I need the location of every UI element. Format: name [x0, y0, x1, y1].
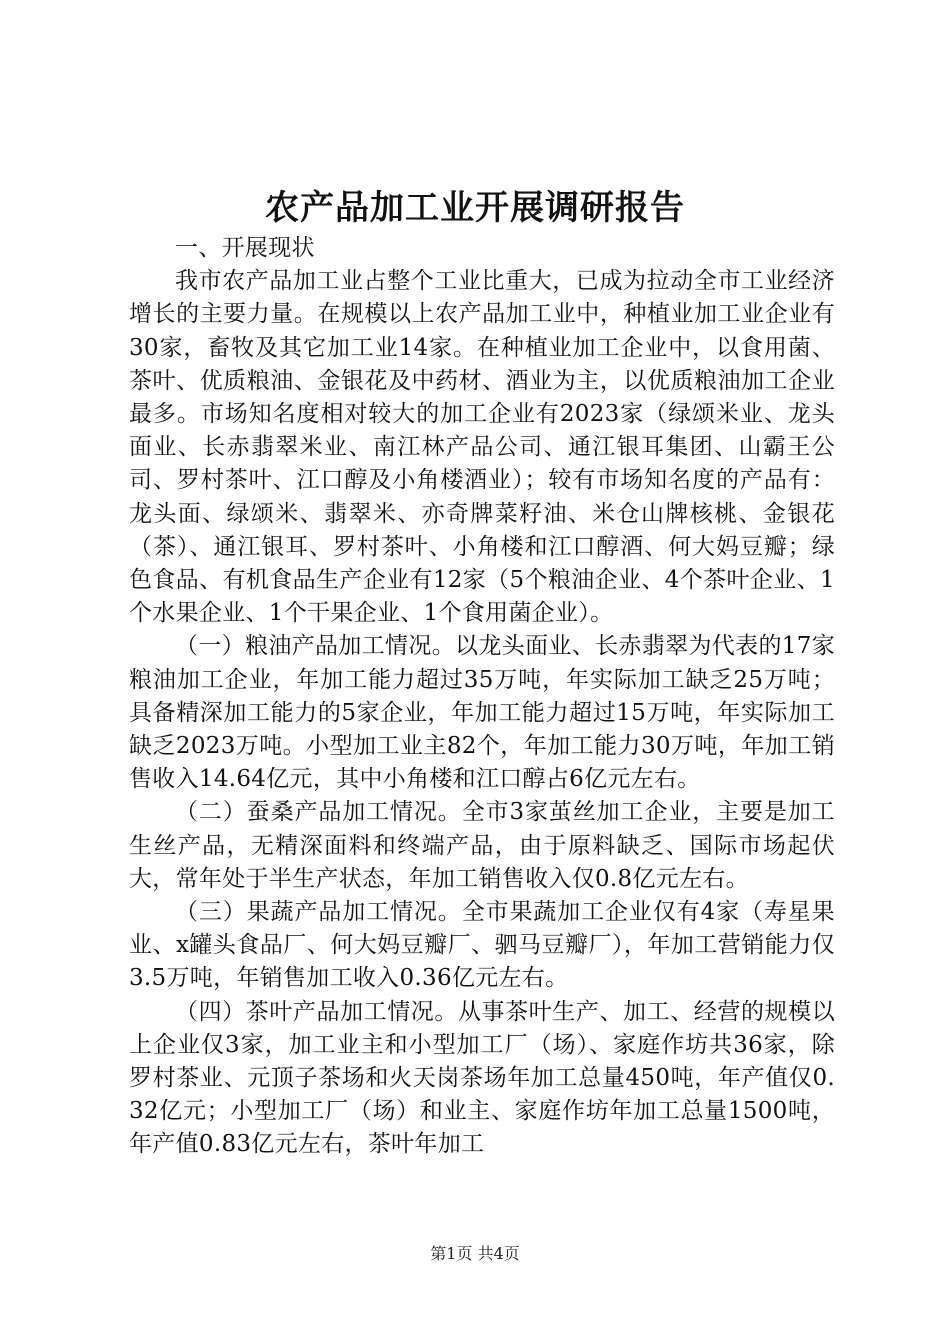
paragraph-grain-oil: （一）粮油产品加工情况。以龙头面业、长赤翡翠为代表的17家粮油加工企业，年加工能力超过35万吨，年实际加工缺乏25万吨；具备精深加工能力的5家企业，年加工能力超过15万吨，年实际加工缺乏2023万吨。小型加工业主82个，年加工能力30万吨，年加工销售收入14.64亿元，其中小角楼和江口醇占6亿元左右。 [129, 633, 835, 793]
paragraph-fruit-veg: （三）果蔬产品加工情况。全市果蔬加工企业仅有4家（寿星果业、x罐头食品厂、何大妈豆瓣厂、驷马豆瓣厂），年加工营销能力仅3.5万吨，年销售加工收入0.36亿元左右。 [129, 899, 835, 992]
paragraph-sericulture: （二）蚕桑产品加工情况。全市3家茧丝加工企业，主要是加工生丝产品，无精深面料和终端产品，由于原料缺乏、国际市场起伏大，常年处于半生产状态，年加工销售收入仅0.8亿元左右。 [129, 799, 835, 892]
paragraph-tea: （四）茶叶产品加工情况。从事茶叶生产、加工、经营的规模以上企业仅3家，加工业主和小型加工厂（场）、家庭作坊共36家，除罗村茶业、元顶子茶场和火天岗茶场年加工总量450吨，年产值仅0.32亿元；小型加工厂（场）和业主、家庭作坊年加工总量1500吨，年产值0.83亿元左右，茶叶年加工 [129, 998, 835, 1158]
page-footer: 第1页 共4页 [430, 1244, 520, 1263]
paragraph-overview: 我市农产品加工业占整个工业比重大，已成为拉动全市工业经济增长的主要力量。在规模以上农产品加工业中，种植业加工业企业有30家，畜牧及其它加工业14家。在种植业加工企业中，以食用菌、茶叶、优质粮油、金银花及中药材、酒业为主，以优质粮油加工企业最多。市场知名度相对较大的加工企业有2023家（绿颂米业、龙头面业、长赤翡翠米业、南江林产品公司、通江银耳集团、山霸王公司、罗村茶叶、江口醇及小角楼酒业）；较有市场知名度的产品有：龙头面、绿颂米、翡翠米、亦奇牌菜籽油、米仓山牌核桃、金银花（茶）、通江银耳、罗村茶叶、小角楼和江口醇酒、何大妈豆瓣；绿色食品、有机食品生产企业有12家（5个粮油企业、4个茶叶企业、1个水果企业、1个干果企业、1个食用菌企业）。 [129, 268, 835, 627]
section-heading: 一、开展现状 [175, 235, 315, 261]
document-body [129, 232, 835, 1162]
document-title: 农产品加工业开展调研报告 [265, 188, 685, 228]
